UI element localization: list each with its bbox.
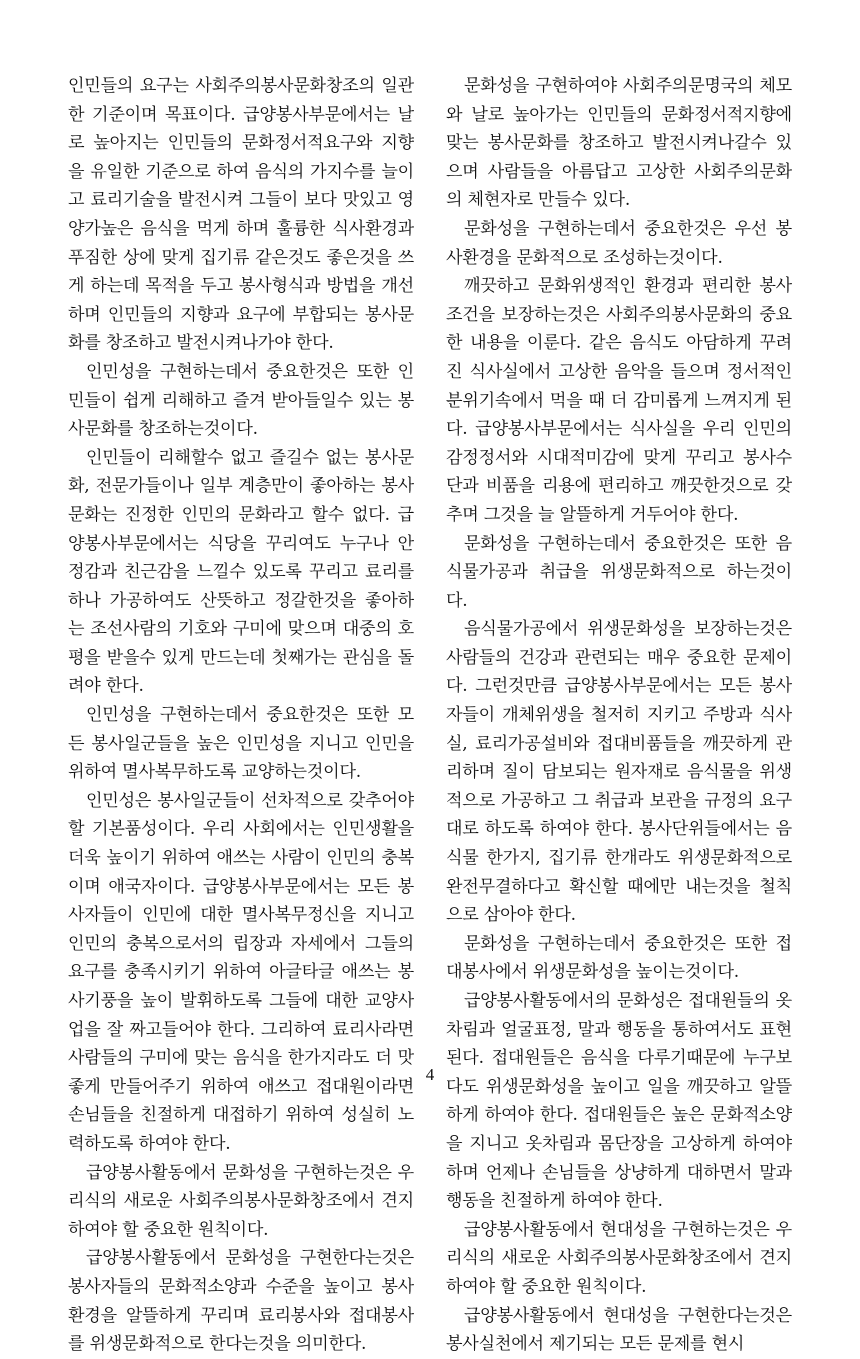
paragraph: 인민성을 구현하는데서 중요한것은 또한 인민들이 쉽게 리해하고 즐겨 받아들일수 있는 봉사문화를 창조하는것이다. bbox=[68, 361, 414, 440]
paragraph: 문화성을 구현하는데서 중요한것은 또한 접대봉사에서 위생문화성을 높이는것이다. bbox=[446, 933, 792, 983]
paragraph: 인민들이 리해할수 없고 즐길수 없는 봉사문화, 전문가들이나 일부 계층만이 좋아하는 봉사문화는 진정한 인민의 문화라고 할수 없다. 급양봉사부문에서는 식당을 꾸리여도 누구나 안정감과 친근감을 느낄수 있도록 꾸리고 료리를 하나 가공하여도 산뜻하고 정갈한것을 좋아하는 조선사람의 기호와 구미에 맞으며 대중의 호평을 받을수 있게 만드는데 첫째가는 관심을 돌려야 한다. bbox=[68, 447, 414, 697]
paragraph: 급양봉사활동에서 현대성을 구현하는것은 우리식의 새로운 사회주의봉사문화창조에서 견지하여야 할 중요한 원칙이다. bbox=[446, 1219, 792, 1297]
paragraph: 급양봉사활동에서 문화성을 구현한다는것은 봉사자들의 문화적소양과 수준을 높이고 봉사환경을 알뜰하게 꾸리며 료리봉사와 접대봉사를 위생문화적으로 한다는것을 의미한다. bbox=[68, 1248, 414, 1355]
paragraph: 인민성은 봉사일군들이 선차적으로 갖추어야 할 기본품성이다. 우리 사회에서는 인민생활을 더욱 높이기 위하여 애쓰는 사람이 인민의 충복이며 애국자이다. 급양봉사부문에서는 모든 봉사자들이 인민에 대한 멸사복무정신을 지니고 인민의 충복으로서의 립장과 자세에서 그들의 요구를 충족시키기 위하여 아글타글 애쓰는 봉사기풍을 높이 발휘하도록 그들에 대한 교양사업을 잘 짜고들어야 한다. 그리하여 료리사라면 사람들의 구미에 맞는 음식을 한가지라도 더 맛좋게 만들어주기 위하여 애쓰고 접대원이라면 손님들을 친절하게 대접하기 위하여 성실히 노력하도록 하여야 한다. bbox=[68, 790, 414, 1154]
paragraph: 인민들의 요구는 사회주의봉사문화창조의 일관한 기준이며 목표이다. 급양봉사부문에서는 날로 높아지는 인민들의 문화정서적요구와 지향을 유일한 기준으로 하여 음식의 가지수를 늘이고 료리기술을 발전시켜 그들이 보다 맛있고 영양가높은 음식을 먹게 하며 훌륭한 식사환경과 푸짐한 상에 맞게 집기류 같은것도 좋은것을 쓰게 하는데 목적을 두고 봉사형식과 방법을 개선하며 인민들의 지향과 요구에 부합되는 봉사문화를 창조하고 발전시켜나가야 한다. bbox=[68, 76, 414, 354]
left-column bbox=[68, 72, 414, 1359]
paragraph: 깨끗하고 문화위생적인 환경과 편리한 봉사조건을 보장하는것은 사회주의봉사문화의 중요한 내용을 이룬다. 같은 음식도 아담하게 꾸려진 식사실에서 고상한 음악을 들으며 정서적인 분위기속에서 먹을 때 더 감미롭게 느껴지게 된다. 급양봉사부문에서는 식사실을 우리 인민의 감정정서와 시대적미감에 맞게 꾸리고 봉사수단과 비품을 리용에 편리하고 깨끗한것으로 갖추며 그것을 늘 알뜰하게 거두어야 한다. bbox=[446, 276, 792, 525]
paragraph: 문화성을 구현하여야 사회주의문명국의 체모와 날로 높아가는 인민들의 문화정서적지향에 맞는 봉사문화를 창조하고 발전시켜나갈수 있으며 사람들을 아름답고 고상한 사회주의문화의 체현자로 만들수 있다. bbox=[446, 76, 792, 211]
paragraph: 음식물가공에서 위생문화성을 보장하는것은 사람들의 건강과 관련되는 매우 중요한 문제이다. 그런것만큼 급양봉사부문에서는 모든 봉사자들이 개체위생을 철저히 지키고 주방과 식사실, 료리가공설비와 접대비품들을 깨끗하게 관리하며 질이 담보되는 원자재로 음식물을 위생적으로 가공하고 그 취급과 보관을 규정의 요구대로 하도록 하여야 한다. 봉사단위들에서는 음식물 한가지, 집기류 한개라도 위생문화적으로 완전무결하다고 확신할 때에만 내는것을 철칙으로 삼아야 한다. bbox=[446, 619, 792, 926]
page-number: 4 bbox=[425, 1065, 435, 1084]
paragraph: 문화성을 구현하는데서 중요한것은 또한 음식물가공과 취급을 위생문화적으로 하는것이다. bbox=[446, 533, 792, 611]
paragraph: 급양봉사활동에서의 문화성은 접대원들의 옷차림과 얼굴표정, 말과 행동을 통하여서도 표현된다. 접대원들은 음식을 다루기때문에 누구보다도 위생문화성을 높이고 일을 깨끗하고 알뜰하게 하여야 한다. 접대원들은 높은 문화적소양을 지니고 옷차림과 몸단장을 고상하게 하여야 하며 언제나 손님들을 상냥하게 대하면서 말과 행동을 친절하게 하여야 한다. bbox=[446, 991, 792, 1212]
right-column bbox=[446, 72, 792, 1359]
paragraph: 급양봉사활동에서 현대성을 구현한다는것은 봉사실천에서 제기되는 모든 문제를 현시 bbox=[446, 1305, 792, 1355]
paragraph: 문화성을 구현하는데서 중요한것은 우선 봉사환경을 문화적으로 조성하는것이다. bbox=[446, 218, 792, 268]
paragraph: 급양봉사활동에서 문화성을 구현하는것은 우리식의 새로운 사회주의봉사문화창조에서 견지하여야 할 중요한 원칙이다. bbox=[68, 1162, 414, 1240]
paragraph: 인민성을 구현하는데서 중요한것은 또한 모든 봉사일군들을 높은 인민성을 지니고 인민을 위하여 멸사복무하도록 교양하는것이다. bbox=[68, 705, 414, 783]
